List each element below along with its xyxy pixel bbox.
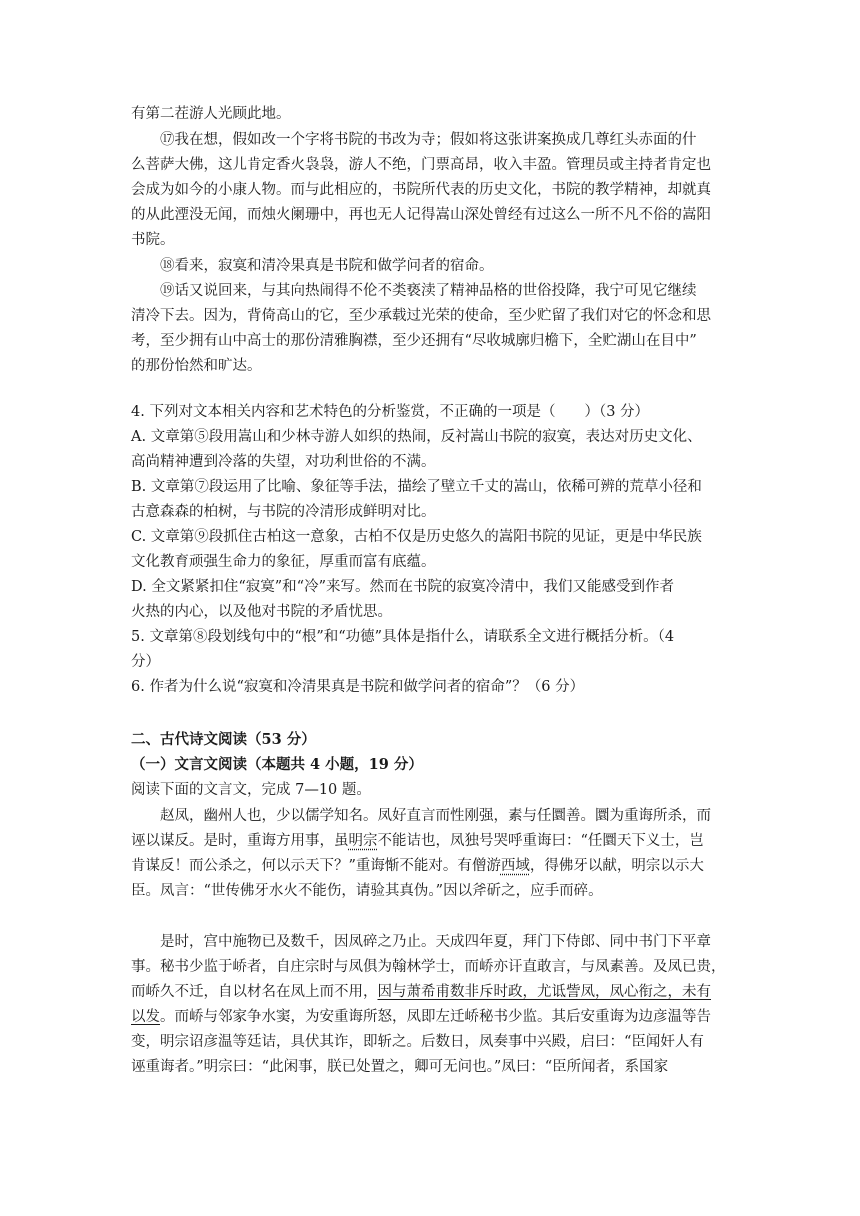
section-title: 二、古代诗文阅读（53 分）	[131, 731, 316, 748]
text-segment: 不能诘也，凤独号哭呼重诲曰：“任圜天下义士，岂	[377, 833, 704, 849]
classical-line: 诬重诲者。”明宗曰：“此闲事，朕已处置之，卿可无问也。”凤曰：“臣所闻者，系国家	[131, 1059, 669, 1075]
passage-line: 会成为如今的小康人物。而与此相应的，书院所代表的历史文化，书院的教学精神，却就真	[131, 182, 711, 198]
classical-paragraph-2: 是时，宫中施物已及数千，因凤碎之乃止。天成四年夏，拜门下侍郎、同中书门下平章	[160, 934, 711, 950]
passage-line: 考，至少拥有山中高士的那份清雅胸襟，至少还拥有“尽收城廓归檐下，全贮湖山在目中”	[131, 333, 697, 349]
question-5: 5. 文章第⑧段划线句中的“根”和“功德”具体是指什么，请联系全文进行概括分析。（4	[131, 629, 675, 645]
option-b-cont: 古意森森的柏树，与书院的冷清形成鲜明对比。	[131, 504, 436, 520]
underlined-sentence: 以发	[131, 1009, 160, 1025]
passage-line: 书院。	[131, 232, 175, 248]
dotted-term: 西域	[500, 858, 530, 874]
question-5-cont: 分）	[131, 654, 160, 670]
passage-line: 的那份怡然和旷达。	[131, 358, 262, 374]
classical-line	[131, 831, 704, 851]
passage-paragraph-18: ⑱看来，寂寞和清冷果真是书院和做学问者的宿命。	[160, 258, 494, 274]
passage-line: 的从此湮没无闻，而烛火阑珊中，再也无人记得嵩山深处曾经有过这么一所不凡不俗的嵩阳	[131, 207, 711, 223]
classical-paragraph-1: 赵凤，幽州人也，少以儒学知名。凤好直言而性刚强，素与任圜善。圜为重诲所杀，而	[160, 808, 711, 824]
option-c-cont: 文化教育顽强生命力的象征，厚重而富有底蕴。	[131, 554, 436, 570]
classical-line: 臣。凤言：“世传佛牙水火不能伤，请验其真伪。”因以斧斫之，应手而碎。	[131, 883, 603, 899]
option-d-cont: 火热的内心，以及他对书院的矛盾忧思。	[131, 604, 392, 620]
option-a-cont: 高尚精神遭到冷落的失望，对功利世俗的不满。	[131, 454, 436, 470]
classical-line	[131, 856, 704, 876]
text-segment: ，得佛牙以献，明宗以示大	[529, 858, 704, 874]
text-segment: 而峤久不迁，自以材名在凤上而不用，	[131, 984, 378, 1000]
classical-line: 变，明宗诏彦温等廷诘，具伏其诈，即斩之。后数日，凤奏事中兴殿，启曰：“臣闻奸人有	[131, 1034, 704, 1050]
question-4: 4. 下列对文本相关内容和艺术特色的分析鉴赏，不正确的一项是（ ）（3 分）	[131, 404, 650, 420]
section-intro: 阅读下面的文言文，完成 7—10 题。	[131, 782, 371, 798]
option-a: A. 文章第⑤段用嵩山和少林寺游人如织的热闹，反衬嵩山书院的寂寞，表达对历史文化、	[131, 429, 702, 445]
option-c: C. 文章第⑨段抓住古柏这一意象，古柏不仅是历史悠久的嵩阳书院的见证，更是中华民族	[131, 529, 702, 545]
option-b: B. 文章第⑦段运用了比喻、象征等手法，描绘了壁立千丈的嵩山，依稀可辨的荒草小径和	[131, 479, 702, 495]
passage-line: 清冷下去。因为，背倚高山的它，至少承载过光荣的使命，至少贮留了我们对它的怀念和思	[131, 308, 711, 324]
classical-line	[131, 982, 711, 1002]
passage-line: 有第二茬游人光顾此地。	[131, 106, 291, 122]
passage-line: 么菩萨大佛，这儿肯定香火袅袅，游人不绝，门票高昂，收入丰盈。管理员或主持者肯定也	[131, 157, 711, 173]
section-subtitle: （一）文言文阅读（本题共 4 小题，19 分）	[131, 756, 423, 773]
text-segment: 肯谋反！而公杀之，何以示天下？”重诲惭不能对。有僧游	[131, 858, 501, 874]
underlined-sentence: 因与萧希甫数非斥时政，尤诋訾凤，凤心衔之，未有	[377, 984, 711, 1000]
classical-line: 事。秘书少监于峤者，自庄宗时与凤俱为翰林学士，而峤亦讦直敢言，与凤素善。及凤已贵，	[131, 959, 726, 975]
dotted-term: 明宗	[348, 833, 378, 849]
classical-line	[131, 1007, 711, 1027]
option-d: D. 全文紧紧扣住“寂寞”和“冷”来写。然而在书院的寂寞冷清中，我们又能感受到作者	[131, 579, 674, 595]
question-6: 6. 作者为什么说“寂寞和冷清果真是书院和做学问者的宿命”？（6 分）	[131, 679, 585, 695]
text-segment: 。而峤与邻家争水窦，为安重诲所怒，凤即左迁峤秘书少监。其后安重诲为边彦温等告	[160, 1009, 711, 1025]
passage-paragraph-17: ⑰我在想，假如改一个字将书院的书改为寺；假如将这张讲案换成几尊红头赤面的什	[160, 132, 697, 148]
text-segment: 诬以谋反。是时，重诲方用事，虽	[131, 833, 349, 849]
passage-paragraph-19: ⑲话又说回来，与其向热闹得不伦不类亵渎了精神品格的世俗投降，我宁可见它继续	[160, 283, 697, 299]
